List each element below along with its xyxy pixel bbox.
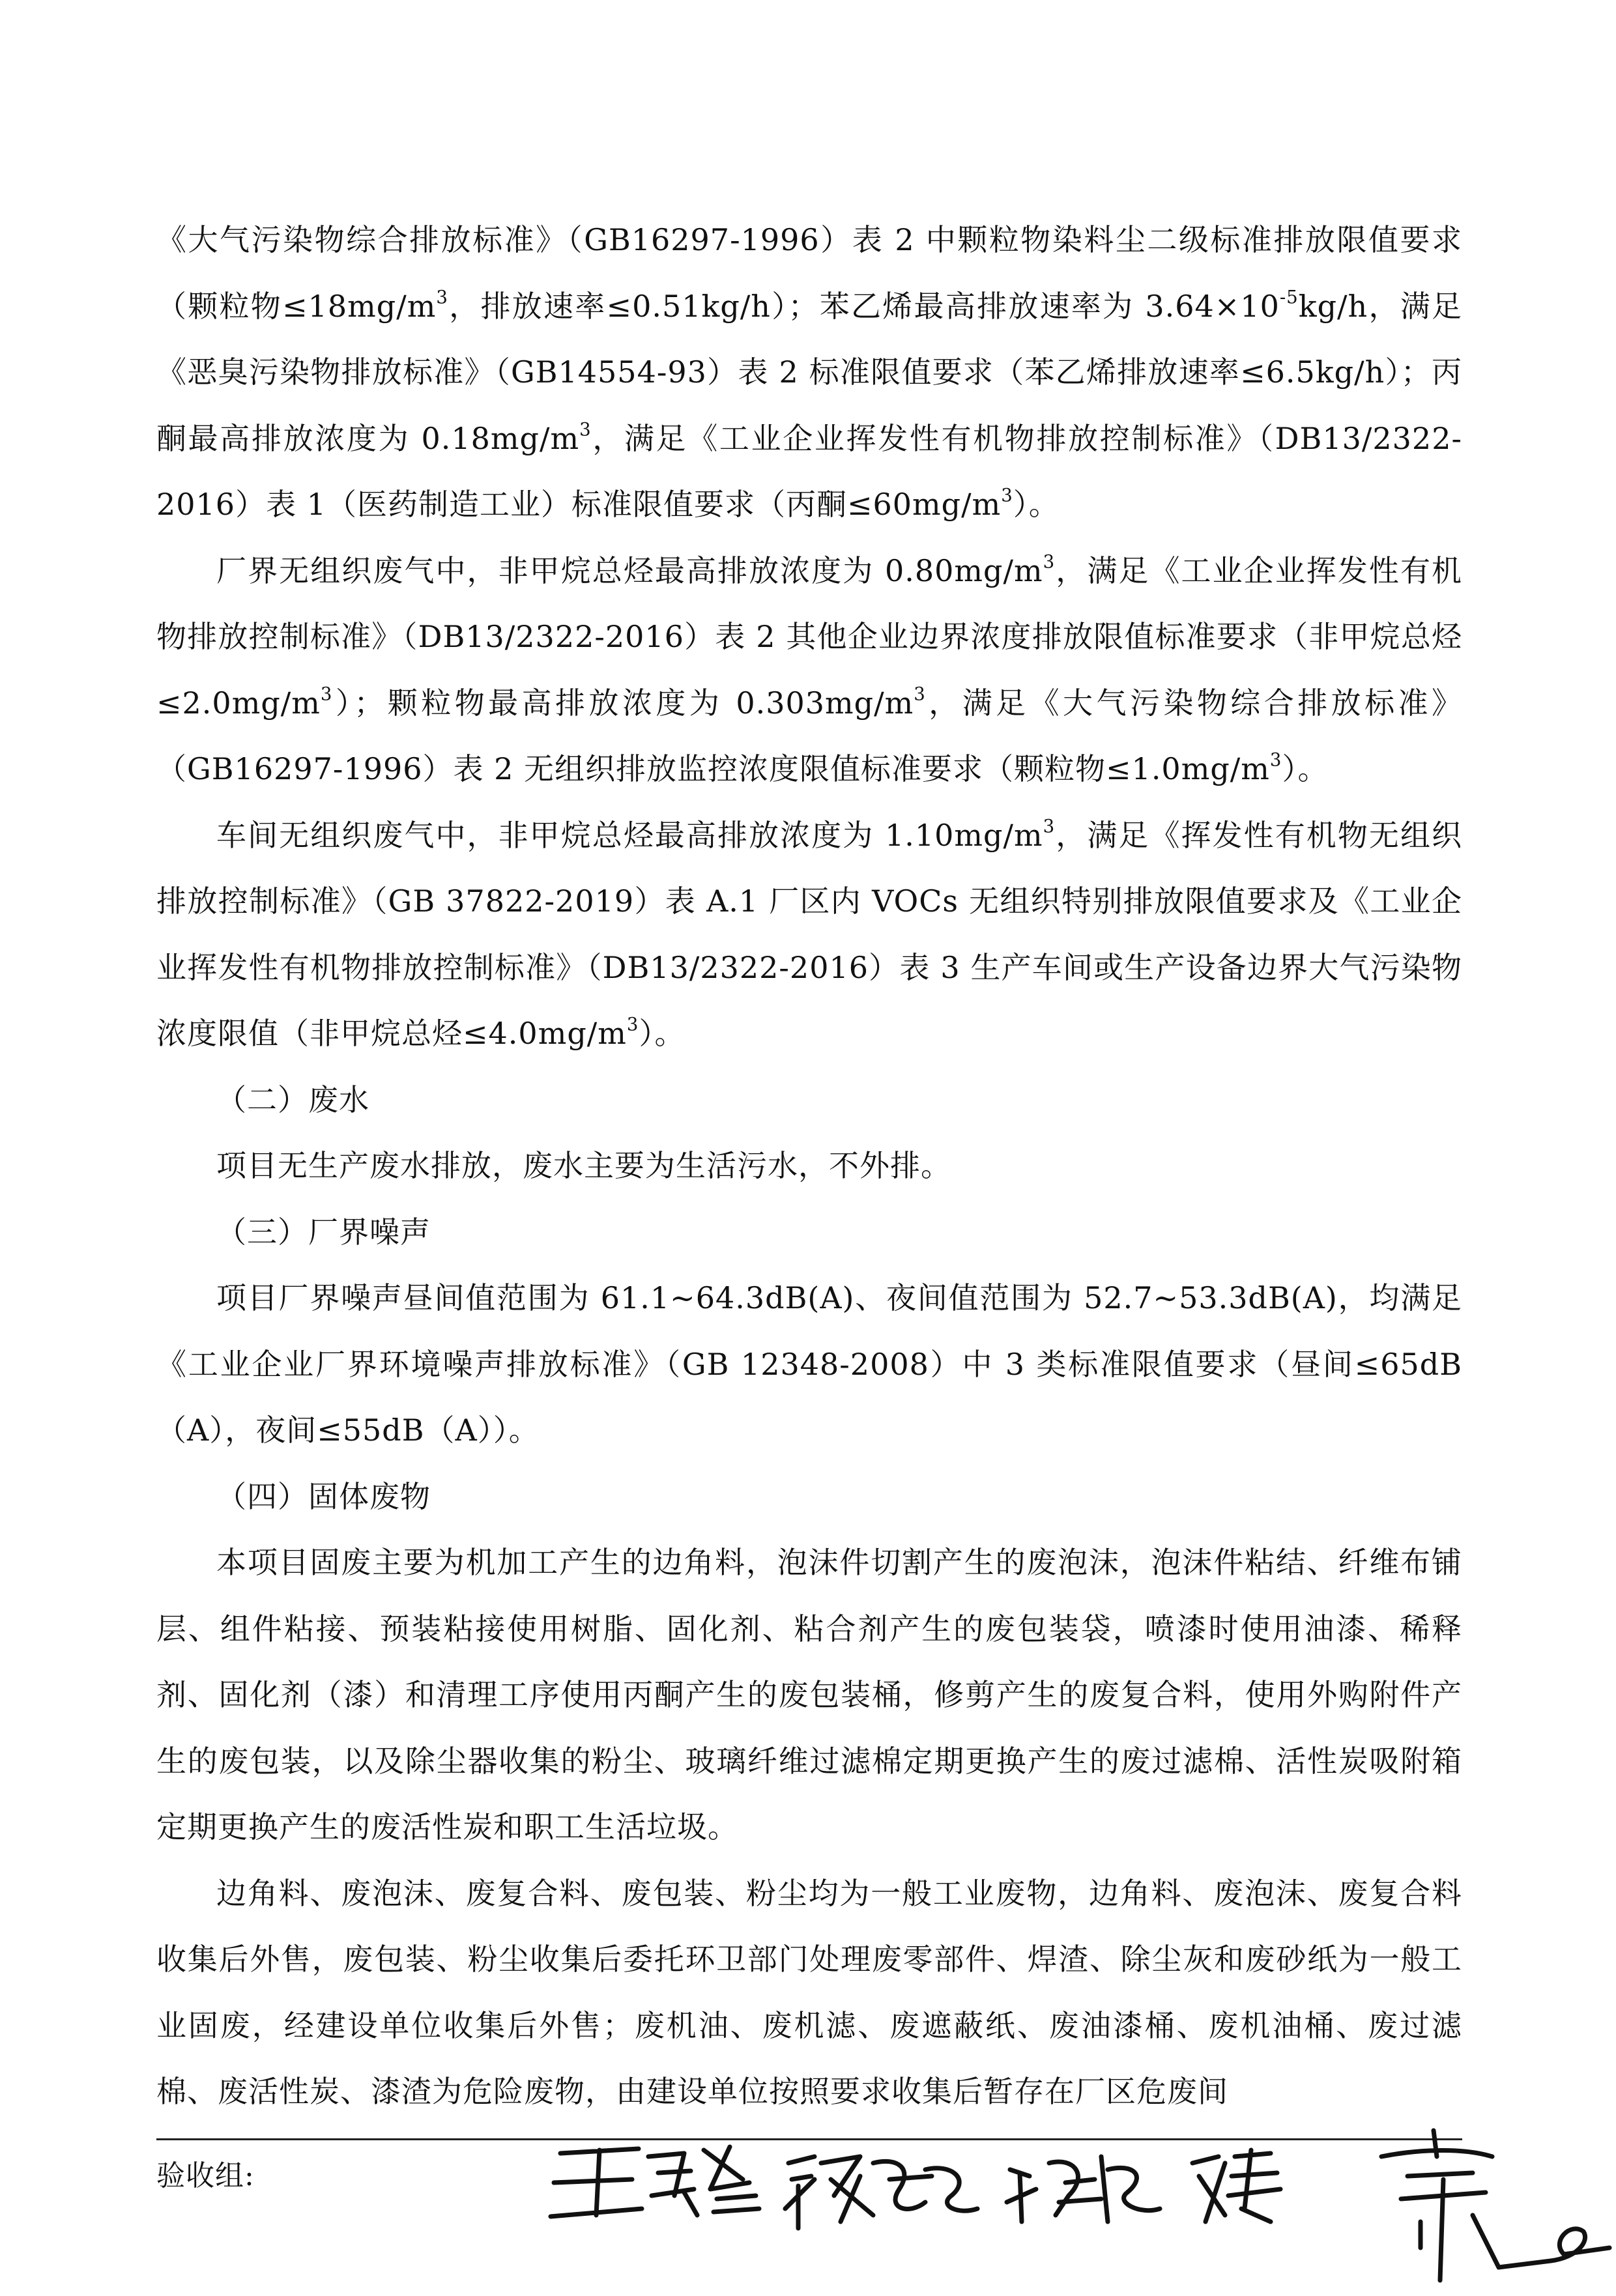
superscript: 3 bbox=[914, 682, 926, 704]
text-run: 本项目固废主要为机加工产生的边角料，泡沫件切割产生的废泡沫，泡沫件粘结、纤维布铺层、组件粘接、预装粘接使用树脂、固化剂、粘合剂产生的废包装袋，喷漆时使用油漆、稀释剂、固化剂（漆）和清理工序使用丙酮产生的废包装桶，修剪产生的废复合料，使用外购附件产生的废包装，以及除尘器收集的粉尘、玻璃纤维过滤棉定期更换产生的废过滤棉、活性炭吸附箱定期更换产生的废活性炭和职工生活垃圾。 bbox=[156, 1545, 1462, 1844]
text-run: 项目厂界噪声昼间值范围为 61.1~64.3dB(A)、夜间值范围为 52.7~53.3dB(A)，均满足《工业企业厂界环境噪声排放标准》（GB 12348-2008）中 3 类标准限值要求（昼间≤65dB（A），夜间≤55dB（A））。 bbox=[156, 1280, 1462, 1448]
paragraph-solid-waste-sources bbox=[156, 1530, 1462, 1861]
text-run: ，满足《大气污染物综合排放标准》（GB16297-1996）表 2 无组织排放监控浓度限值标准要求（颗粒物≤1.0mg/m bbox=[156, 685, 1463, 786]
text-run: （四）固体废物 bbox=[216, 1478, 431, 1514]
text-run: 项目无生产废水排放，废水主要为生活污水，不外排。 bbox=[216, 1148, 951, 1183]
signature-5-image bbox=[1381, 2131, 1609, 2280]
text-run: ）；颗粒物最高排放浓度为 0.303mg/m bbox=[332, 685, 914, 721]
superscript: 3 bbox=[320, 682, 333, 704]
text-run: （三）厂界噪声 bbox=[216, 1214, 431, 1250]
superscript: 3 bbox=[1043, 550, 1056, 572]
superscript: 3 bbox=[1269, 749, 1282, 771]
text-run: ，排放速率≤0.51kg/h）；苯乙烯最高排放速率为 3.64×10 bbox=[448, 288, 1280, 324]
paragraph-plant-boundary-fugitive-gas bbox=[156, 538, 1462, 803]
paragraph-air-emission-standards bbox=[156, 207, 1462, 538]
text-run: ，满足《工业企业挥发性有机物排放控制标准》（DB13/2322-2016）表 1（医药制造工业）标准限值要求（丙酮≤60mg/m bbox=[156, 420, 1463, 522]
paragraph-wastewater bbox=[156, 1133, 1462, 1199]
text-run: ）。 bbox=[639, 1016, 685, 1051]
signature-1-image bbox=[551, 2147, 759, 2217]
review-group-label: 验收组: bbox=[156, 2159, 255, 2192]
paragraph-solid-waste-handling bbox=[156, 1861, 1462, 2125]
text-run: ）。 bbox=[1282, 751, 1329, 786]
signature-4-image bbox=[1192, 2150, 1280, 2222]
text-run: 边角料、废泡沫、废复合料、废包装、粉尘均为一般工业废物，边角料、废泡沫、废复合料收集后外售，废包装、粉尘收集后委托环卫部门处理废零部件、焊渣、除尘灰和废砂纸为一般工业固废，经建设单位收集后外售；废机油、废机滤、废遮蔽纸、废油漆桶、废机油桶、废过滤棉、废活性炭、漆渣为危险废物，由建设单位按照要求收集后暂存在厂区危废间 bbox=[156, 1875, 1462, 2109]
superscript: 3 bbox=[1043, 814, 1056, 837]
text-run: 厂界无组织废气中，非甲烷总烃最高排放浓度为 0.80mg/m bbox=[216, 552, 1043, 588]
document-body bbox=[156, 207, 1462, 2125]
superscript: 3 bbox=[436, 285, 448, 308]
text-run: ）。 bbox=[1013, 487, 1060, 522]
text-run: kg/h，满足《恶臭污染物排放标准》（GB14554-93）表 2 标准限值要求（苯乙烯排放速率≤6.5kg/h）；丙酮最高排放浓度为 0.18mg/m bbox=[156, 288, 1462, 456]
section-heading-solid-waste bbox=[156, 1464, 1462, 1530]
paragraph-workshop-fugitive-gas bbox=[156, 803, 1462, 1067]
signature-2-image bbox=[785, 2157, 977, 2228]
text-run: 《大气污染物综合排放标准》（GB16297-1996）表 2 中颗粒物染料尘二级标准排放限值要求（颗粒物≤18mg/m bbox=[156, 222, 1462, 324]
text-run: ，满足《工业企业挥发性有机物排放控制标准》（DB13/2322-2016）表 2 其他企业边界浓度排放限值标准要求（非甲烷总烃≤2.0mg/m bbox=[156, 552, 1463, 721]
superscript: 3 bbox=[579, 418, 592, 440]
signature-3-image bbox=[1007, 2157, 1160, 2222]
text-run: 车间无组织废气中，非甲烷总烃最高排放浓度为 1.10mg/m bbox=[216, 817, 1043, 853]
section-heading-wastewater bbox=[156, 1067, 1462, 1134]
signatures-image bbox=[534, 2117, 1616, 2293]
handwritten-signatures bbox=[534, 2117, 1616, 2293]
text-run: （二）废水 bbox=[216, 1082, 369, 1117]
paragraph-noise bbox=[156, 1265, 1462, 1464]
text-run: ，满足《挥发性有机物无组织排放控制标准》（GB 37822-2019）表 A.1 厂区内 VOCs 无组织特别排放限值要求及《工业企业挥发性有机物排放控制标准》（DB13/2322-2016）表 3 生产车间或生产设备边界大气污染物浓度限值（非甲烷总烃≤4.0mg/m bbox=[156, 817, 1463, 1051]
superscript: 3 bbox=[1001, 484, 1013, 506]
section-heading-noise bbox=[156, 1199, 1462, 1266]
superscript: -5 bbox=[1279, 285, 1299, 308]
superscript: 3 bbox=[626, 1013, 639, 1035]
